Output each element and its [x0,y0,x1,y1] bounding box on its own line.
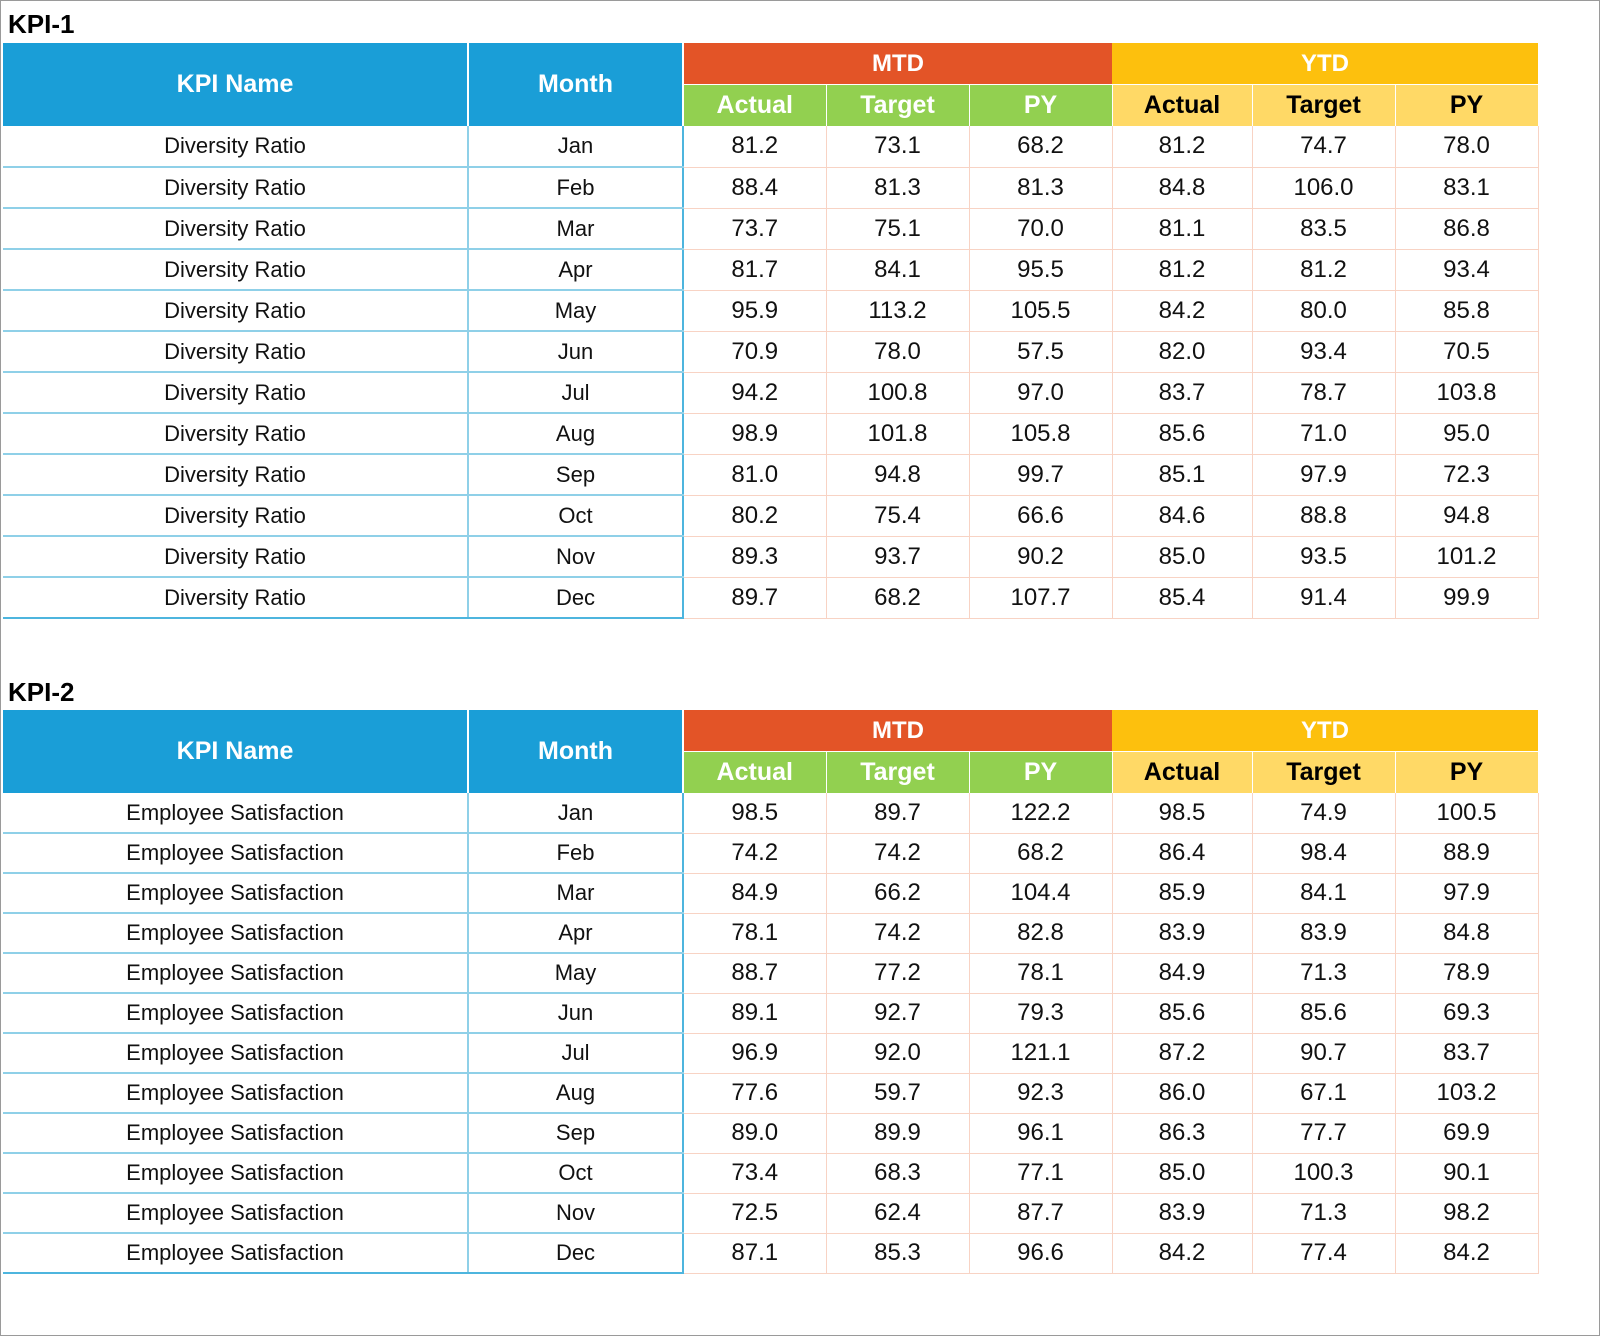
mtd-py-cell[interactable]: 78.1 [969,953,1112,993]
ytd-target-header: Target [1252,85,1395,127]
ytd-actual-cell[interactable]: 98.5 [1112,793,1252,833]
kpi-name-cell[interactable]: Employee Satisfaction [3,1073,468,1113]
ytd-py-cell[interactable]: 86.8 [1395,208,1538,249]
table-row [3,577,1538,618]
ytd-target-cell[interactable]: 71.0 [1252,413,1395,454]
kpi-name-cell[interactable]: Employee Satisfaction [3,1033,468,1073]
month-cell[interactable]: Aug [468,1073,683,1113]
ytd-py-cell[interactable]: 98.2 [1395,1193,1538,1233]
mtd-py-header: PY [969,85,1112,127]
mtd-header: MTD [683,43,1112,85]
mtd-target-cell[interactable]: 59.7 [826,1073,969,1113]
kpi-name-cell[interactable]: Diversity Ratio [3,208,468,249]
kpi-name-cell[interactable]: Employee Satisfaction [3,913,468,953]
ytd-target-cell[interactable]: 77.4 [1252,1233,1395,1273]
mtd-target-cell[interactable]: 74.2 [826,913,969,953]
ytd-actual-cell[interactable]: 81.1 [1112,208,1252,249]
kpi-name-cell[interactable]: Employee Satisfaction [3,1153,468,1193]
ytd-actual-cell[interactable]: 81.2 [1112,126,1252,167]
ytd-target-cell[interactable]: 67.1 [1252,1073,1395,1113]
mtd-py-cell[interactable]: 79.3 [969,993,1112,1033]
mtd-py-cell[interactable]: 122.2 [969,793,1112,833]
mtd-header: MTD [683,710,1112,752]
month-cell[interactable]: Dec [468,1233,683,1273]
mtd-actual-cell[interactable]: 72.5 [683,1193,826,1233]
table-row [3,495,1538,536]
mtd-target-cell[interactable]: 73.1 [826,126,969,167]
ytd-target-cell[interactable]: 78.7 [1252,372,1395,413]
mtd-actual-cell[interactable]: 94.2 [683,372,826,413]
mtd-target-cell[interactable]: 74.2 [826,833,969,873]
ytd-py-cell[interactable]: 78.9 [1395,953,1538,993]
month-cell[interactable]: Nov [468,1193,683,1233]
ytd-actual-cell[interactable]: 84.2 [1112,1233,1252,1273]
table-row [3,1193,1538,1233]
ytd-actual-cell[interactable]: 85.0 [1112,536,1252,577]
ytd-py-header: PY [1395,85,1538,127]
ytd-actual-cell[interactable]: 85.4 [1112,577,1252,618]
table-row [3,126,1538,167]
table-row [3,1033,1538,1073]
mtd-py-cell[interactable]: 70.0 [969,208,1112,249]
month-cell[interactable]: Aug [468,413,683,454]
month-cell[interactable]: Jan [468,793,683,833]
ytd-py-cell[interactable]: 95.0 [1395,413,1538,454]
ytd-actual-cell[interactable]: 84.6 [1112,495,1252,536]
table-row [3,536,1538,577]
mtd-target-cell[interactable]: 68.3 [826,1153,969,1193]
ytd-py-cell[interactable]: 69.9 [1395,1113,1538,1153]
kpi-name-cell[interactable]: Employee Satisfaction [3,993,468,1033]
mtd-py-cell[interactable]: 97.0 [969,372,1112,413]
mtd-actual-header: Actual [683,85,826,127]
kpi-name-cell[interactable]: Diversity Ratio [3,167,468,208]
kpi-name-cell[interactable]: Diversity Ratio [3,413,468,454]
mtd-target-cell[interactable]: 78.0 [826,331,969,372]
mtd-py-cell[interactable]: 57.5 [969,331,1112,372]
ytd-target-cell[interactable]: 91.4 [1252,577,1395,618]
table-row [3,833,1538,873]
month-cell[interactable]: May [468,953,683,993]
kpi-name-cell[interactable]: Diversity Ratio [3,290,468,331]
month-cell[interactable]: May [468,290,683,331]
ytd-actual-cell[interactable]: 85.6 [1112,993,1252,1033]
ytd-actual-cell[interactable]: 83.7 [1112,372,1252,413]
ytd-target-cell[interactable]: 106.0 [1252,167,1395,208]
ytd-actual-cell[interactable]: 86.3 [1112,1113,1252,1153]
kpi-name-cell[interactable]: Diversity Ratio [3,249,468,290]
mtd-target-cell[interactable]: 93.7 [826,536,969,577]
ytd-py-cell[interactable]: 83.1 [1395,167,1538,208]
month-cell[interactable]: Sep [468,1113,683,1153]
kpi-name-cell[interactable]: Employee Satisfaction [3,793,468,833]
month-cell[interactable]: Nov [468,536,683,577]
ytd-target-cell[interactable]: 90.7 [1252,1033,1395,1073]
ytd-py-cell[interactable]: 99.9 [1395,577,1538,618]
mtd-target-cell[interactable]: 81.3 [826,167,969,208]
mtd-actual-cell[interactable]: 89.3 [683,536,826,577]
ytd-actual-cell[interactable]: 85.0 [1112,1153,1252,1193]
kpi-2-title: KPI-2 [8,677,75,707]
kpi-name-cell[interactable]: Employee Satisfaction [3,1193,468,1233]
kpi-name-cell[interactable]: Employee Satisfaction [3,833,468,873]
ytd-target-cell[interactable]: 98.4 [1252,833,1395,873]
table-row [3,167,1538,208]
table-row [3,1073,1538,1113]
month-cell[interactable]: Jun [468,331,683,372]
table-row [3,793,1538,833]
mtd-py-cell[interactable]: 105.5 [969,290,1112,331]
mtd-target-cell[interactable]: 75.4 [826,495,969,536]
ytd-py-cell[interactable]: 103.2 [1395,1073,1538,1113]
ytd-target-cell[interactable]: 83.9 [1252,913,1395,953]
mtd-target-cell[interactable]: 89.9 [826,1113,969,1153]
mtd-py-cell[interactable]: 104.4 [969,873,1112,913]
ytd-actual-cell[interactable]: 84.2 [1112,290,1252,331]
mtd-target-header: Target [826,752,969,794]
kpi-2-table [3,710,1539,1274]
month-cell[interactable]: Mar [468,208,683,249]
mtd-target-cell[interactable]: 113.2 [826,290,969,331]
kpi-name-cell[interactable]: Employee Satisfaction [3,873,468,913]
mtd-actual-cell[interactable]: 77.6 [683,1073,826,1113]
ytd-py-cell[interactable]: 85.8 [1395,290,1538,331]
mtd-target-cell[interactable]: 92.0 [826,1033,969,1073]
mtd-target-cell[interactable]: 100.8 [826,372,969,413]
ytd-target-cell[interactable]: 93.5 [1252,536,1395,577]
table-row [3,331,1538,372]
mtd-actual-cell[interactable]: 78.1 [683,913,826,953]
ytd-actual-cell[interactable]: 85.6 [1112,413,1252,454]
month-cell[interactable]: Apr [468,249,683,290]
ytd-target-cell[interactable]: 77.7 [1252,1113,1395,1153]
ytd-actual-cell[interactable]: 86.0 [1112,1073,1252,1113]
ytd-target-cell[interactable]: 97.9 [1252,454,1395,495]
ytd-target-cell[interactable]: 100.3 [1252,1153,1395,1193]
table-row [3,208,1538,249]
table-row [3,413,1538,454]
mtd-actual-cell[interactable]: 95.9 [683,290,826,331]
mtd-actual-cell[interactable]: 87.1 [683,1233,826,1273]
mtd-actual-cell[interactable]: 84.9 [683,873,826,913]
ytd-target-cell[interactable]: 83.5 [1252,208,1395,249]
table-row [3,1233,1538,1273]
kpi-name-cell[interactable]: Diversity Ratio [3,331,468,372]
kpi-name-cell[interactable]: Employee Satisfaction [3,953,468,993]
month-cell[interactable]: Apr [468,913,683,953]
mtd-actual-cell[interactable]: 70.9 [683,331,826,372]
mtd-actual-header: Actual [683,752,826,794]
mtd-actual-cell[interactable]: 96.9 [683,1033,826,1073]
ytd-py-cell[interactable]: 100.5 [1395,793,1538,833]
month-cell[interactable]: Feb [468,833,683,873]
month-cell[interactable]: Dec [468,577,683,618]
ytd-target-cell[interactable]: 71.3 [1252,1193,1395,1233]
ytd-py-cell[interactable]: 84.2 [1395,1233,1538,1273]
mtd-target-header: Target [826,85,969,127]
mtd-target-cell[interactable]: 89.7 [826,793,969,833]
table-row [3,372,1538,413]
month-cell[interactable]: Jul [468,372,683,413]
ytd-actual-header: Actual [1112,85,1252,127]
ytd-target-cell[interactable]: 84.1 [1252,873,1395,913]
ytd-header: YTD [1112,710,1538,752]
ytd-py-cell[interactable]: 69.3 [1395,993,1538,1033]
kpi-name-cell[interactable]: Diversity Ratio [3,577,468,618]
ytd-py-cell[interactable]: 103.8 [1395,372,1538,413]
month-header: Month [468,43,683,126]
mtd-target-cell[interactable]: 66.2 [826,873,969,913]
ytd-actual-cell[interactable]: 85.1 [1112,454,1252,495]
ytd-py-cell[interactable]: 101.2 [1395,536,1538,577]
ytd-actual-cell[interactable]: 81.2 [1112,249,1252,290]
mtd-py-header: PY [969,752,1112,794]
mtd-actual-cell[interactable]: 98.5 [683,793,826,833]
ytd-actual-cell[interactable]: 84.8 [1112,167,1252,208]
table-row [3,454,1538,495]
month-cell[interactable]: Sep [468,454,683,495]
mtd-py-cell[interactable]: 77.1 [969,1153,1112,1193]
ytd-py-cell[interactable]: 94.8 [1395,495,1538,536]
mtd-py-cell[interactable]: 90.2 [969,536,1112,577]
ytd-actual-cell[interactable]: 87.2 [1112,1033,1252,1073]
mtd-py-cell[interactable]: 82.8 [969,913,1112,953]
ytd-actual-cell[interactable]: 86.4 [1112,833,1252,873]
mtd-actual-cell[interactable]: 88.4 [683,167,826,208]
mtd-py-cell[interactable]: 92.3 [969,1073,1112,1113]
ytd-py-cell[interactable]: 70.5 [1395,331,1538,372]
table-row [3,873,1538,913]
kpi-name-cell[interactable]: Employee Satisfaction [3,1233,468,1273]
table-row [3,913,1538,953]
mtd-py-cell[interactable]: 68.2 [969,833,1112,873]
ytd-target-cell[interactable]: 80.0 [1252,290,1395,331]
mtd-target-cell[interactable]: 62.4 [826,1193,969,1233]
kpi-name-cell[interactable]: Diversity Ratio [3,454,468,495]
ytd-py-cell[interactable]: 90.1 [1395,1153,1538,1193]
ytd-py-cell[interactable]: 97.9 [1395,873,1538,913]
mtd-py-cell[interactable]: 68.2 [969,126,1112,167]
ytd-target-cell[interactable]: 71.3 [1252,953,1395,993]
mtd-target-cell[interactable]: 68.2 [826,577,969,618]
mtd-target-cell[interactable]: 84.1 [826,249,969,290]
mtd-actual-cell[interactable]: 81.7 [683,249,826,290]
mtd-actual-cell[interactable]: 73.7 [683,208,826,249]
kpi-name-header: KPI Name [3,43,468,126]
kpi-name-cell[interactable]: Diversity Ratio [3,495,468,536]
kpi-name-cell[interactable]: Employee Satisfaction [3,1113,468,1153]
table-row [3,1153,1538,1193]
mtd-actual-cell[interactable]: 88.7 [683,953,826,993]
month-cell[interactable]: Feb [468,167,683,208]
mtd-target-cell[interactable]: 77.2 [826,953,969,993]
table-row [3,993,1538,1033]
mtd-actual-cell[interactable]: 73.4 [683,1153,826,1193]
month-cell[interactable]: Jan [468,126,683,167]
mtd-target-cell[interactable]: 85.3 [826,1233,969,1273]
mtd-actual-cell[interactable]: 81.0 [683,454,826,495]
ytd-header: YTD [1112,43,1538,85]
month-cell[interactable]: Jul [468,1033,683,1073]
mtd-py-cell[interactable]: 81.3 [969,167,1112,208]
ytd-target-cell[interactable]: 74.7 [1252,126,1395,167]
ytd-py-cell[interactable]: 72.3 [1395,454,1538,495]
mtd-py-cell[interactable]: 121.1 [969,1033,1112,1073]
ytd-actual-cell[interactable]: 84.9 [1112,953,1252,993]
mtd-actual-cell[interactable]: 89.0 [683,1113,826,1153]
ytd-target-cell[interactable]: 81.2 [1252,249,1395,290]
ytd-py-cell[interactable]: 93.4 [1395,249,1538,290]
month-cell[interactable]: Jun [468,993,683,1033]
kpi-name-cell[interactable]: Diversity Ratio [3,126,468,167]
ytd-target-cell[interactable]: 85.6 [1252,993,1395,1033]
ytd-actual-cell[interactable]: 83.9 [1112,913,1252,953]
mtd-py-cell[interactable]: 96.1 [969,1113,1112,1153]
ytd-py-cell[interactable]: 88.9 [1395,833,1538,873]
month-cell[interactable]: Mar [468,873,683,913]
mtd-actual-cell[interactable]: 74.2 [683,833,826,873]
ytd-py-cell[interactable]: 83.7 [1395,1033,1538,1073]
ytd-target-header: Target [1252,752,1395,794]
mtd-actual-cell[interactable]: 89.7 [683,577,826,618]
ytd-py-cell[interactable]: 84.8 [1395,913,1538,953]
mtd-target-cell[interactable]: 94.8 [826,454,969,495]
mtd-target-cell[interactable]: 92.7 [826,993,969,1033]
mtd-py-cell[interactable]: 107.7 [969,577,1112,618]
kpi-1-title: KPI-1 [8,9,75,39]
mtd-target-cell[interactable]: 101.8 [826,413,969,454]
ytd-actual-header: Actual [1112,752,1252,794]
month-cell[interactable]: Oct [468,495,683,536]
mtd-py-cell[interactable]: 105.8 [969,413,1112,454]
kpi-name-cell[interactable]: Diversity Ratio [3,372,468,413]
kpi-name-header: KPI Name [3,710,468,793]
mtd-py-cell[interactable]: 66.6 [969,495,1112,536]
ytd-py-cell[interactable]: 78.0 [1395,126,1538,167]
ytd-actual-cell[interactable]: 83.9 [1112,1193,1252,1233]
mtd-target-cell[interactable]: 75.1 [826,208,969,249]
ytd-target-cell[interactable]: 74.9 [1252,793,1395,833]
mtd-py-cell[interactable]: 99.7 [969,454,1112,495]
kpi-name-cell[interactable]: Diversity Ratio [3,536,468,577]
month-cell[interactable]: Oct [468,1153,683,1193]
ytd-target-cell[interactable]: 88.8 [1252,495,1395,536]
ytd-actual-cell[interactable]: 82.0 [1112,331,1252,372]
mtd-actual-cell[interactable]: 80.2 [683,495,826,536]
mtd-actual-cell[interactable]: 81.2 [683,126,826,167]
table-row [3,1113,1538,1153]
mtd-actual-cell[interactable]: 89.1 [683,993,826,1033]
kpi-1-table [3,43,1539,619]
mtd-py-cell[interactable]: 96.6 [969,1233,1112,1273]
month-header: Month [468,710,683,793]
mtd-py-cell[interactable]: 95.5 [969,249,1112,290]
mtd-actual-cell[interactable]: 98.9 [683,413,826,454]
table-row [3,953,1538,993]
table-row [3,290,1538,331]
ytd-actual-cell[interactable]: 85.9 [1112,873,1252,913]
table-row [3,249,1538,290]
ytd-py-header: PY [1395,752,1538,794]
ytd-target-cell[interactable]: 93.4 [1252,331,1395,372]
mtd-py-cell[interactable]: 87.7 [969,1193,1112,1233]
